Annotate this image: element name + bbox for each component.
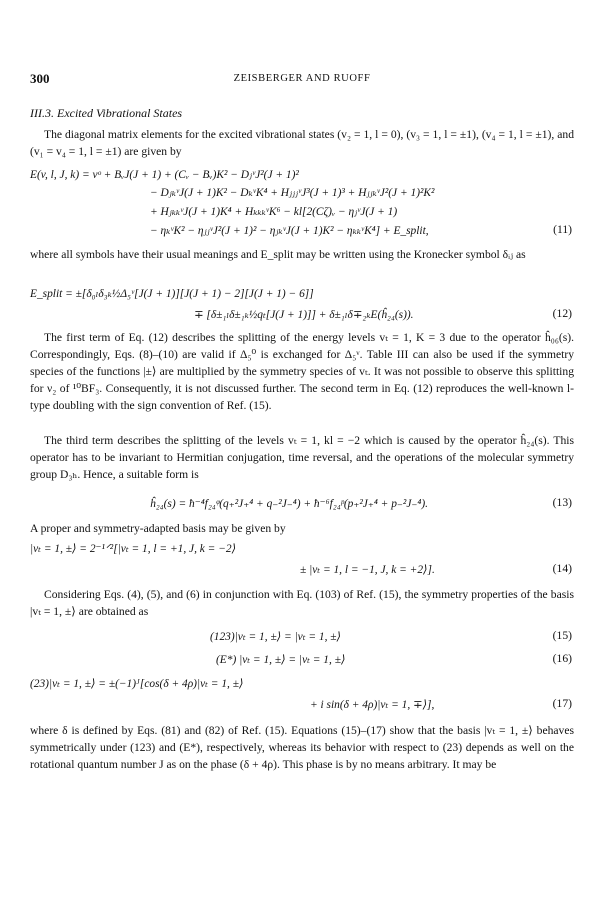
paragraph-esplit: where all symbols have their usual meanings and E_split may be written using the Kronecker symbol δᵢⱼ as: [30, 248, 526, 261]
equation-17-line-1: (23)|vₜ = 1, ±⟩ = ±(−1)ᴶ[cos(δ + 4ρ)|vₜ = 1, ±⟩: [30, 678, 244, 690]
equation-16: (E*) |vₜ = 1, ±⟩ = |vₜ = 1, ±⟩: [216, 654, 346, 666]
equation-15-number: (15): [552, 629, 572, 642]
equation-14-line-1: |vₜ = 1, ±⟩ = 2⁻¹ᐟ²[|vₜ = 1, l = +1, J, k = −2⟩: [30, 543, 237, 555]
equation-12-number: (12): [552, 307, 572, 320]
equation-13-number: (13): [552, 496, 572, 509]
page-number: 300: [30, 71, 50, 86]
paragraph-intro: The diagonal matrix elements for the excited vibrational states (v₂ = 1, l = 0), (v₃ = 1, l = ±1), (v₄ = 1, l = ±1), and (v₁ = v₄ = 1, l = ±1) are given by: [30, 128, 574, 158]
equation-11-line-3: + HⱼₖₖᵛJ(J + 1)K⁴ + HₖₖₖᵛK⁶ − kl[2(Cζ)ᵥ − ηⱼᵛJ(J + 1): [150, 206, 398, 218]
equation-11-number: (11): [553, 223, 572, 236]
section-heading: III.3. Excited Vibrational States: [30, 106, 183, 120]
equation-12-line-1: E_split = ±[δ₀ₗδ₃ₖ½Δ₅ᵛ[J(J + 1)][J(J + 1) − 2][J(J + 1) − 6]]: [30, 288, 314, 300]
equation-11-line-4: − ηₖᵛK² − ηⱼⱼᵛJ²(J + 1)² − ηⱼₖᵛJ(J + 1)K² − ηₖₖᵛK⁴] + E_split,: [150, 225, 429, 237]
equation-16-number: (16): [552, 652, 572, 665]
paragraph-first-term: The first term of Eq. (12) describes the splitting of the energy levels vₜ = 1, K = 3 due to the operator ĥ₀₆(s). Correspondingly, Eqs. (8)–(10) are valid if Δ₅⁰ is exchanged for Δ₅ᵛ. Table III can also be used if the symmetry species of the functions |±⟩ are multiplied by the symmetry species of vₜ. It was not possible to observe this splitting for ν₂ of ¹⁰BF₃. Consequently, it is not discussed further. The second term in Eq. (12) reproduces the well-known l-type doubling with the sign convention of Ref. (15).: [30, 331, 574, 412]
equation-17-line-2: + i sin(δ + 4ρ)|vₜ = 1, ∓⟩],: [310, 699, 435, 711]
paragraph-symmetry: Considering Eqs. (4), (5), and (6) in conjunction with Eq. (103) of Ref. (15), the symmetry properties of the basis |vₜ = 1, ±⟩ are obtained as: [30, 588, 574, 618]
paragraph-delta-definition: where δ is defined by Eqs. (81) and (82) of Ref. (15). Equations (15)–(17) show that the basis |vₜ = 1, ±⟩ behaves symmetrically under (123) and (E*), respectively, whereas its behavior with respect to (23) depends as well on the rotational quantum number J as on the phase (δ + 4ρ). This phase is by no means arbitrary. It may be: [30, 724, 574, 771]
paragraph-third-term: The third term describes the splitting of the levels vₜ = 1, kl = −2 which is caused by the operator ĥ₂₄(s). This operator has to be invariant to Hermitian conjugation, time reversal, and the operations of the molecular symmetry group D₃ₕ. Hence, a suitable form is: [30, 434, 574, 481]
equation-14-number: (14): [552, 562, 572, 575]
equation-12-line-2: ∓ [δ±₁ₗδ±₁ₖ½qₜ[J(J + 1)]] + δ±₁ₗδ∓₂ₖE(ĥ₂₄(s)).: [194, 309, 414, 321]
equation-14-line-2: ± |vₜ = 1, l = −1, J, k = +2⟩].: [300, 564, 435, 576]
equation-17-number: (17): [552, 697, 572, 710]
equation-11-line-1: E(v, l, J, k) = vᵒ + BᵥJ(J + 1) + (Cᵥ − Bᵥ)K² − DⱼᵛJ²(J + 1)²: [30, 169, 299, 181]
equation-11-line-2: − DⱼₖᵛJ(J + 1)K² − DₖᵛK⁴ + HⱼⱼⱼᵛJ³(J + 1)³ + HⱼⱼₖᵛJ²(J + 1)²K²: [150, 187, 435, 199]
running-head: ZEISBERGER AND RUOFF: [233, 73, 371, 84]
equation-15: (123)|vₜ = 1, ±⟩ = |vₜ = 1, ±⟩: [210, 631, 341, 643]
paragraph-basis: A proper and symmetry-adapted basis may be given by: [30, 522, 286, 535]
equation-13: ĥ₂₄(s) = ħ⁻⁴f₂₄ᵠ(q₊²J₊⁴ + q₋²J₋⁴) + ħ⁻⁶f₂₄ᵖ(p₊²J₊⁴ + p₋²J₋⁴).: [150, 498, 428, 510]
